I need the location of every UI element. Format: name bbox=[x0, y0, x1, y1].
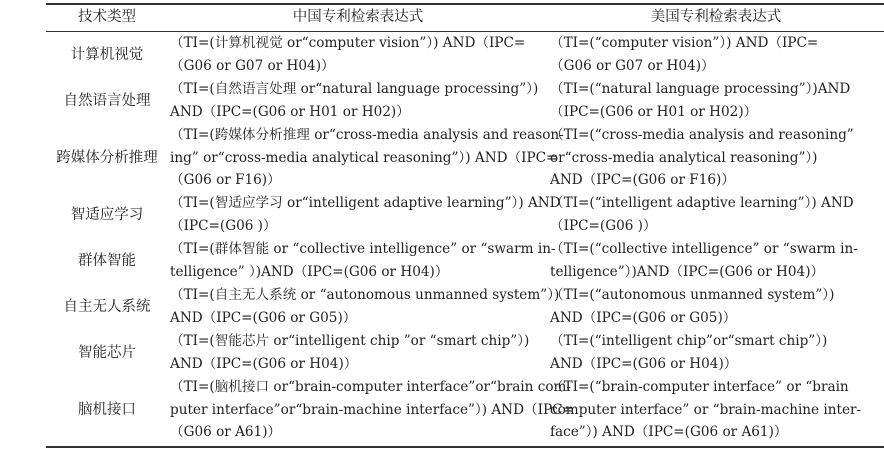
tech-type-cell: 自然语言处理 bbox=[63, 92, 151, 109]
us-expression-cell bbox=[550, 284, 884, 329]
us-expression-cell bbox=[550, 78, 884, 123]
us-expression-line: （TI=(“brain-computer interface” or “brain bbox=[550, 379, 849, 395]
table-row bbox=[46, 32, 884, 78]
cn-expression-line: ing” or“cross-media analytical reasoning”）) AND（IPC= bbox=[170, 149, 558, 166]
cn-expression-cell bbox=[170, 32, 542, 77]
tech-type-cell: 智能芯片 bbox=[78, 344, 136, 361]
us-expression-line: （IPC=(G06 or H01 or H02)） bbox=[550, 103, 758, 120]
cn-expression-cell bbox=[170, 192, 561, 237]
cn-expression-line: AND（IPC=(G06 or H04)） bbox=[170, 355, 358, 372]
table-row bbox=[46, 238, 884, 284]
cn-expression-cell bbox=[170, 78, 542, 123]
us-expression-line: （G06 or G07 or H04)） bbox=[550, 57, 715, 74]
cn-expression-cell bbox=[170, 330, 542, 375]
table-row bbox=[46, 192, 884, 238]
us-expression-cell bbox=[550, 124, 884, 192]
header-us-expression: 美国专利检索表达式 bbox=[650, 9, 782, 26]
table-row bbox=[46, 124, 884, 192]
tech-type-cell: 计算机视觉 bbox=[70, 46, 144, 63]
us-expression-line: （TI=(“natural language processing”）)AND bbox=[550, 81, 851, 97]
us-expression-line: face”）) AND（IPC=(G06 or A61)） bbox=[550, 424, 788, 441]
tech-type-cell: 脑机接口 bbox=[78, 402, 136, 419]
cn-expression-line: （TI=(计算机视觉 or“computer vision”）) AND（IPC= bbox=[170, 35, 526, 51]
us-expression-line: （IPC=(G06 )） bbox=[550, 217, 657, 234]
us-expression-line: or“cross-media analytical reasoning”）) bbox=[550, 149, 818, 166]
us-expression-cell bbox=[550, 32, 884, 77]
cn-expression-line: （IPC=(G06 )） bbox=[170, 217, 277, 234]
tech-type-cell: 跨媒体分析推理 bbox=[56, 149, 158, 166]
cn-expression-line: AND（IPC=(G06 or H01 or H02)） bbox=[170, 103, 410, 120]
cn-expression-line: （TI=(脑机接口 or“brain-computer interface”or“brain com- bbox=[170, 379, 572, 395]
cn-expression-line: AND（IPC=(G06 or G05)） bbox=[170, 309, 357, 326]
us-expression-line: （TI=(“cross-media analysis and reasoning” bbox=[550, 127, 854, 143]
table-bottom-rule bbox=[46, 446, 884, 448]
us-expression-line: telligence”）)AND（IPC=(G06 or H04)） bbox=[550, 263, 825, 280]
us-expression-line: （TI=(“intelligent chip”or“smart chip”）) bbox=[550, 333, 828, 349]
table-row bbox=[46, 284, 884, 330]
cn-expression-line: （G06 or G07 or H04)） bbox=[170, 57, 335, 74]
us-expression-cell bbox=[550, 192, 884, 237]
cn-expression-line: （TI=(群体智能 or “collective intelligence” or “swarm in- bbox=[170, 241, 556, 257]
cn-expression-line: （TI=(跨媒体分析推理 or“cross-media analysis and reason- bbox=[170, 127, 564, 143]
us-expression-cell bbox=[550, 330, 884, 375]
header-cn-expression: 中国专利检索表达式 bbox=[292, 9, 424, 26]
cn-expression-line: （TI=(自主无人系统 or “autonomous unmanned system”）) bbox=[170, 287, 560, 303]
us-expression-cell bbox=[550, 238, 884, 283]
us-expression-line: AND（IPC=(G06 or F16)） bbox=[550, 172, 735, 189]
cn-expression-line: （TI=(自然语言处理 or“natural language processing”）) bbox=[170, 81, 539, 97]
table-row bbox=[46, 78, 884, 124]
cn-expression-cell bbox=[170, 238, 556, 283]
table-row bbox=[46, 330, 884, 376]
tech-type-cell: 自主无人系统 bbox=[63, 298, 151, 315]
header-tech-type: 技术类型 bbox=[78, 9, 136, 26]
cn-expression-cell bbox=[170, 284, 560, 329]
tech-type-cell: 群体智能 bbox=[78, 252, 136, 269]
cn-expression-line: （TI=(智能芯片 or“intelligent chip ”or “smart chip”）) bbox=[170, 333, 530, 349]
cn-expression-line: telligence” ）)AND（IPC=(G06 or H04)） bbox=[170, 263, 449, 280]
us-expression-line: AND（IPC=(G06 or G05)） bbox=[550, 309, 737, 326]
cn-expression-cell bbox=[170, 124, 564, 192]
cn-expression-line: （G06 or F16)） bbox=[170, 172, 281, 189]
us-expression-line: （TI=(“intelligent adaptive learning”）) AND bbox=[550, 195, 854, 211]
cn-expression-cell bbox=[170, 376, 574, 444]
us-expression-line: AND（IPC=(G06 or H04)） bbox=[550, 355, 738, 372]
cn-expression-line: （G06 or A61)） bbox=[170, 424, 282, 441]
cn-expression-line: puter interface”or“brain-machine interface”）) AND（IPC= bbox=[170, 401, 574, 418]
table-header bbox=[46, 4, 884, 31]
cn-expression-line: （TI=(智适应学习 or“intelligent adaptive learning”）) AND bbox=[170, 195, 561, 211]
us-expression-line: （TI=(“collective intelligence” or “swarm in- bbox=[550, 241, 858, 257]
us-expression-cell bbox=[550, 376, 884, 444]
table-row bbox=[46, 376, 884, 445]
tech-type-cell: 智适应学习 bbox=[70, 206, 144, 223]
us-expression-line: （TI=(“autonomous unmanned system”）) bbox=[550, 287, 835, 303]
us-expression-line: computer interface” or “brain-machine inter- bbox=[550, 401, 862, 418]
us-expression-line: （TI=(“computer vision”）) AND（IPC= bbox=[550, 35, 819, 51]
